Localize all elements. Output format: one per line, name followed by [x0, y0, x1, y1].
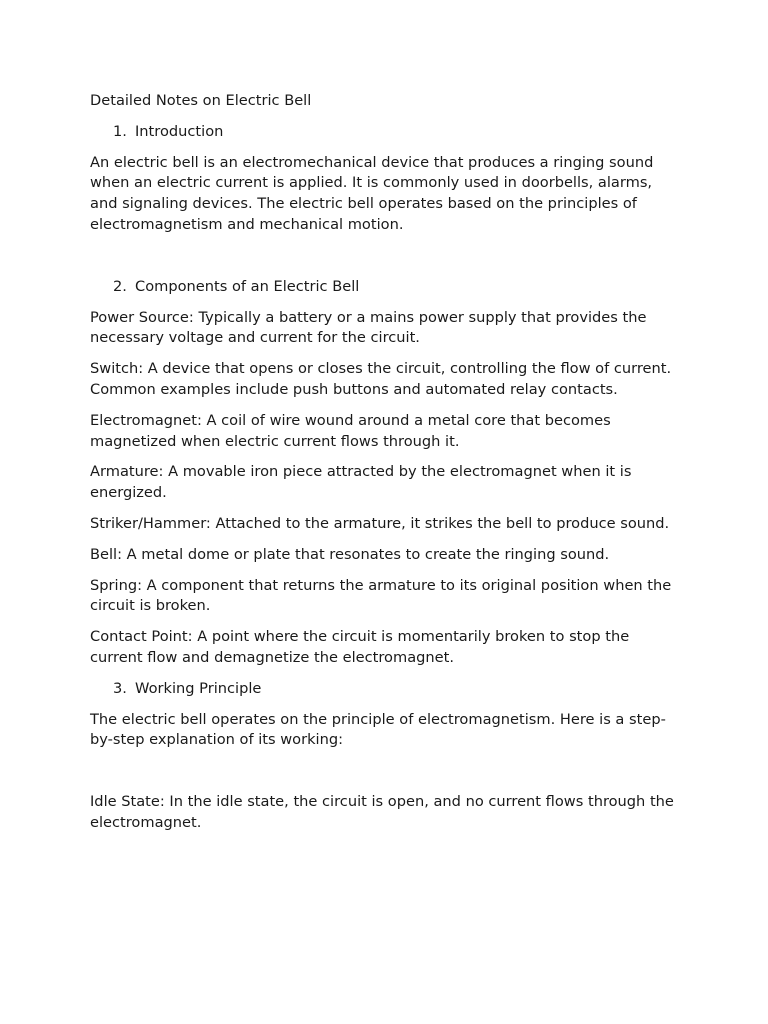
- paragraph: Bell: A metal dome or plate that resonates to create the ringing sound.: [90, 545, 610, 563]
- section-number: 1.: [113, 122, 127, 140]
- document-title: Detailed Notes on Electric Bell: [90, 92, 312, 109]
- section-heading-working-principle: [90, 679, 680, 700]
- section-heading-text: Introduction: [135, 122, 224, 140]
- paragraph: Spring: A component that returns the armature to its original position when the circuit is broken.: [90, 576, 672, 615]
- section-heading-text: Components of an Electric Bell: [135, 277, 360, 295]
- section-heading-text: Working Principle: [135, 679, 262, 697]
- paragraph: Power Source: Typically a battery or a mains power supply that provides the necessary voltage and current for the circuit.: [90, 308, 647, 347]
- paragraph: Contact Point: A point where the circuit is momentarily broken to stop the current flow and demagnetize the electromagnet.: [90, 628, 630, 666]
- paragraph: Switch: A device that opens or closes the circuit, controlling the flow of current. Common examples include push buttons and automated relay contacts.: [90, 360, 672, 398]
- paragraph: Striker/Hammer: Attached to the armature, it strikes the bell to produce sound.: [90, 514, 670, 532]
- blank-line: [90, 246, 680, 277]
- paragraph: Armature: A movable iron piece attracted by the electromagnet when it is energized.: [90, 463, 632, 502]
- paragraph: An electric bell is an electromechanical device that produces a ringing sound when an electric current is applied. It is commonly used in doorbells, alarms, and signaling devices. The electric bell operates based on the principles of electromagnetism and mechanical motion.: [90, 153, 654, 233]
- paragraph: The electric bell operates on the principle of electromagnetism. Here is a step-by-step explanation of its working:: [90, 710, 666, 749]
- section-heading-introduction: [90, 122, 680, 143]
- paragraph: Idle State: In the idle state, the circuit is open, and no current flows through the electromagnet.: [90, 793, 674, 831]
- blank-line: [90, 761, 680, 792]
- document-page: [90, 91, 680, 844]
- section-heading-components: [90, 277, 680, 298]
- section-number: 3.: [113, 679, 127, 697]
- paragraph: Electromagnet: A coil of wire wound around a metal core that becomes magnetized when electric current flows through it.: [90, 411, 611, 450]
- section-number: 2.: [113, 277, 127, 295]
